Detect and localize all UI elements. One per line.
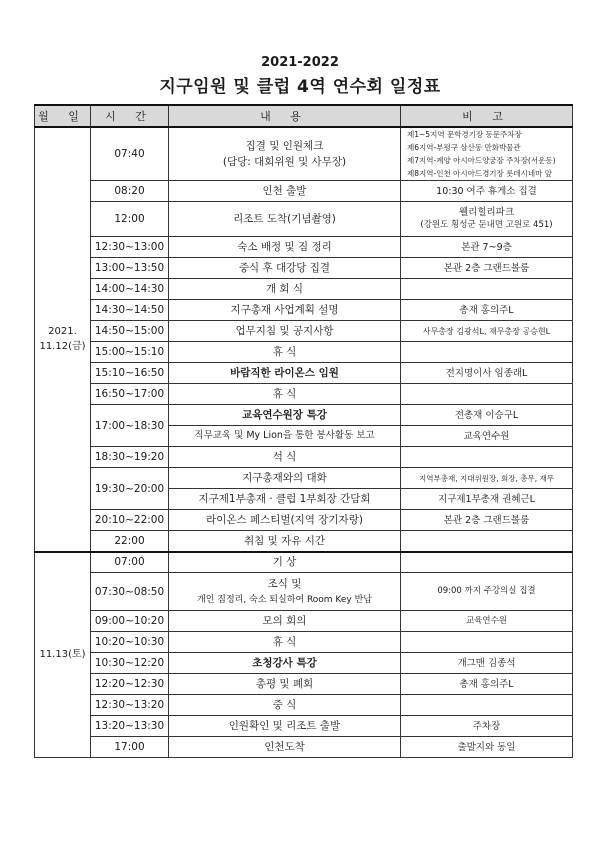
time-cell: 20:10~22:00	[91, 510, 169, 531]
content-cell: 휴 식	[169, 632, 401, 653]
table-row	[35, 573, 573, 611]
content-cell: 지구총재와의 대화	[169, 468, 401, 489]
note-cell: 교육연수원	[401, 426, 573, 447]
content-cell: 초청강사 특강	[169, 653, 401, 674]
table-row	[35, 279, 573, 300]
content-line: 집결 및 인원체크	[245, 140, 324, 152]
header-row	[35, 105, 573, 127]
note-cell	[401, 632, 573, 653]
table-row	[35, 405, 573, 426]
schedule-table	[34, 104, 573, 758]
table-row	[35, 695, 573, 716]
note-cell: 총재 홍의주L	[401, 300, 573, 321]
note-cell: 본관 2층 그랜드볼룸	[401, 258, 573, 279]
content-cell: 업무지침 및 공지사항	[169, 321, 401, 342]
content-cell: 인원확인 및 리조트 출발	[169, 716, 401, 737]
table-row	[35, 384, 573, 405]
note-cell: 전지명이사 임종래L	[401, 363, 573, 384]
time-cell: 13:00~13:50	[91, 258, 169, 279]
content-cell: 교육연수원장 특강	[169, 405, 401, 426]
note-cell	[401, 127, 573, 181]
table-row	[35, 531, 573, 552]
note-cell	[401, 342, 573, 363]
content-cell: 휴 식	[169, 342, 401, 363]
table-row	[35, 181, 573, 202]
time-cell: 13:20~13:30	[91, 716, 169, 737]
time-cell: 14:50~15:00	[91, 321, 169, 342]
content-cell: 휴 식	[169, 384, 401, 405]
table-row	[35, 127, 573, 181]
note-cell	[401, 384, 573, 405]
note-cell: 10:30 여주 휴게소 집결	[401, 181, 573, 202]
time-cell: 08:20	[91, 181, 169, 202]
note-cell	[401, 447, 573, 468]
content-cell: 기 상	[169, 552, 401, 573]
time-cell: 18:30~19:20	[91, 447, 169, 468]
table-row	[35, 321, 573, 342]
content-line: (담당: 대회위원 및 사무장)	[222, 156, 347, 168]
note-cell: 총재 홍의주L	[401, 674, 573, 695]
note-cell: 사무총장 김광석L, 재무총장 공승현L	[401, 321, 573, 342]
table-row	[35, 737, 573, 758]
table-row	[35, 632, 573, 653]
content-cell: 중식 후 대강당 집결	[169, 258, 401, 279]
content-cell: 모의 회의	[169, 611, 401, 632]
table-row	[35, 674, 573, 695]
table-row	[35, 510, 573, 531]
date-day: 11.12(금)	[39, 341, 86, 353]
header-date: 월 일	[35, 105, 91, 127]
table-row	[35, 258, 573, 279]
time-cell: 07:30~08:50	[91, 573, 169, 611]
time-cell: 17:00~18:30	[91, 405, 169, 447]
table-row	[35, 342, 573, 363]
content-cell: 중 식	[169, 695, 401, 716]
content-cell: 숙소 배정 및 짐 정리	[169, 237, 401, 258]
content-cell: 취침 및 자유 시간	[169, 531, 401, 552]
note-cell: 주차장	[401, 716, 573, 737]
table-row	[35, 653, 573, 674]
content-cell: 지구제1부총재 · 클럽 1부회장 간담회	[169, 489, 401, 510]
content-cell: 직무교육 및 My Lion을 통한 봉사활동 보고	[169, 426, 401, 447]
content-cell: 리조트 도착(기념촬영)	[169, 202, 401, 237]
content-cell	[169, 573, 401, 611]
table-row	[35, 237, 573, 258]
time-cell: 07:40	[91, 127, 169, 181]
note-line: 제7지역-계양 아시아드양궁장 주차장(서운동)	[407, 156, 556, 165]
content-cell: 총평 및 폐회	[169, 674, 401, 695]
note-cell: 본관 2층 그랜드볼룸	[401, 510, 573, 531]
time-cell: 19:30~20:00	[91, 468, 169, 510]
content-cell: 지구총재 사업계획 설명	[169, 300, 401, 321]
content-line: 개인 짐정리, 숙소 퇴실하여 Room Key 반납	[197, 594, 372, 605]
note-cell	[401, 552, 573, 573]
note-cell	[401, 202, 573, 237]
note-line: 제6지역-부평구 삼산동 만화박물관	[407, 143, 521, 152]
date-cell-day1	[35, 127, 91, 552]
note-cell: 본관 7~9층	[401, 237, 573, 258]
note-cell: 지역부총재, 지대위원장, 회장, 총무, 재무	[401, 468, 573, 489]
time-cell: 17:00	[91, 737, 169, 758]
note-cell	[401, 531, 573, 552]
content-cell: 석 식	[169, 447, 401, 468]
time-cell: 15:10~16:50	[91, 363, 169, 384]
time-cell: 22:00	[91, 531, 169, 552]
header-time: 시 간	[91, 105, 169, 127]
time-cell: 07:00	[91, 552, 169, 573]
time-cell: 09:00~10:20	[91, 611, 169, 632]
note-line: (강원도 횡성군 둔내면 고원로 451)	[420, 220, 553, 230]
header-note: 비 고	[401, 105, 573, 127]
time-cell: 12:20~12:30	[91, 674, 169, 695]
content-cell	[169, 127, 401, 181]
note-cell: 출발지와 동일	[401, 737, 573, 758]
note-cell	[401, 279, 573, 300]
note-cell: 지구제1부총재 권혜근L	[401, 489, 573, 510]
content-cell: 인천 출발	[169, 181, 401, 202]
note-cell: 교육연수원	[401, 611, 573, 632]
time-cell: 14:30~14:50	[91, 300, 169, 321]
note-cell: 전총재 이승구L	[401, 405, 573, 426]
table-row	[35, 468, 573, 489]
time-cell: 12:30~13:20	[91, 695, 169, 716]
content-cell: 라이온스 페스티벌(지역 장기자랑)	[169, 510, 401, 531]
time-cell: 10:20~10:30	[91, 632, 169, 653]
time-cell: 15:00~15:10	[91, 342, 169, 363]
table-row	[35, 611, 573, 632]
time-cell: 12:00	[91, 202, 169, 237]
table-row	[35, 202, 573, 237]
note-line: 제1~5지역 문학경기장 동문주차장	[407, 130, 522, 139]
note-line: 제8지역-인천 아시아드경기장 롯데시네마 앞	[407, 169, 553, 178]
header-content: 내 용	[169, 105, 401, 127]
time-cell: 12:30~13:00	[91, 237, 169, 258]
document-year: 2021-2022	[261, 55, 339, 70]
table-row	[35, 447, 573, 468]
note-cell: 개그맨 김종석	[401, 653, 573, 674]
time-cell: 14:00~14:30	[91, 279, 169, 300]
table-row	[35, 716, 573, 737]
content-line: 조식 및	[267, 577, 302, 590]
date-cell-day2: 11.13(토)	[35, 552, 91, 758]
document-title: 지구임원 및 클럽 4역 연수회 일정표	[159, 77, 441, 97]
note-line: 웰리힐리파크	[458, 207, 515, 218]
table-row	[35, 552, 573, 573]
content-cell: 바람직한 라이온스 임원	[169, 363, 401, 384]
table-row	[35, 300, 573, 321]
time-cell: 10:30~12:20	[91, 653, 169, 674]
table-row	[35, 363, 573, 384]
note-cell: 09:00 까지 주강의실 집결	[401, 573, 573, 611]
content-cell: 인천도착	[169, 737, 401, 758]
date-year: 2021.	[48, 326, 77, 338]
note-cell	[401, 695, 573, 716]
time-cell: 16:50~17:00	[91, 384, 169, 405]
content-cell: 개 회 식	[169, 279, 401, 300]
